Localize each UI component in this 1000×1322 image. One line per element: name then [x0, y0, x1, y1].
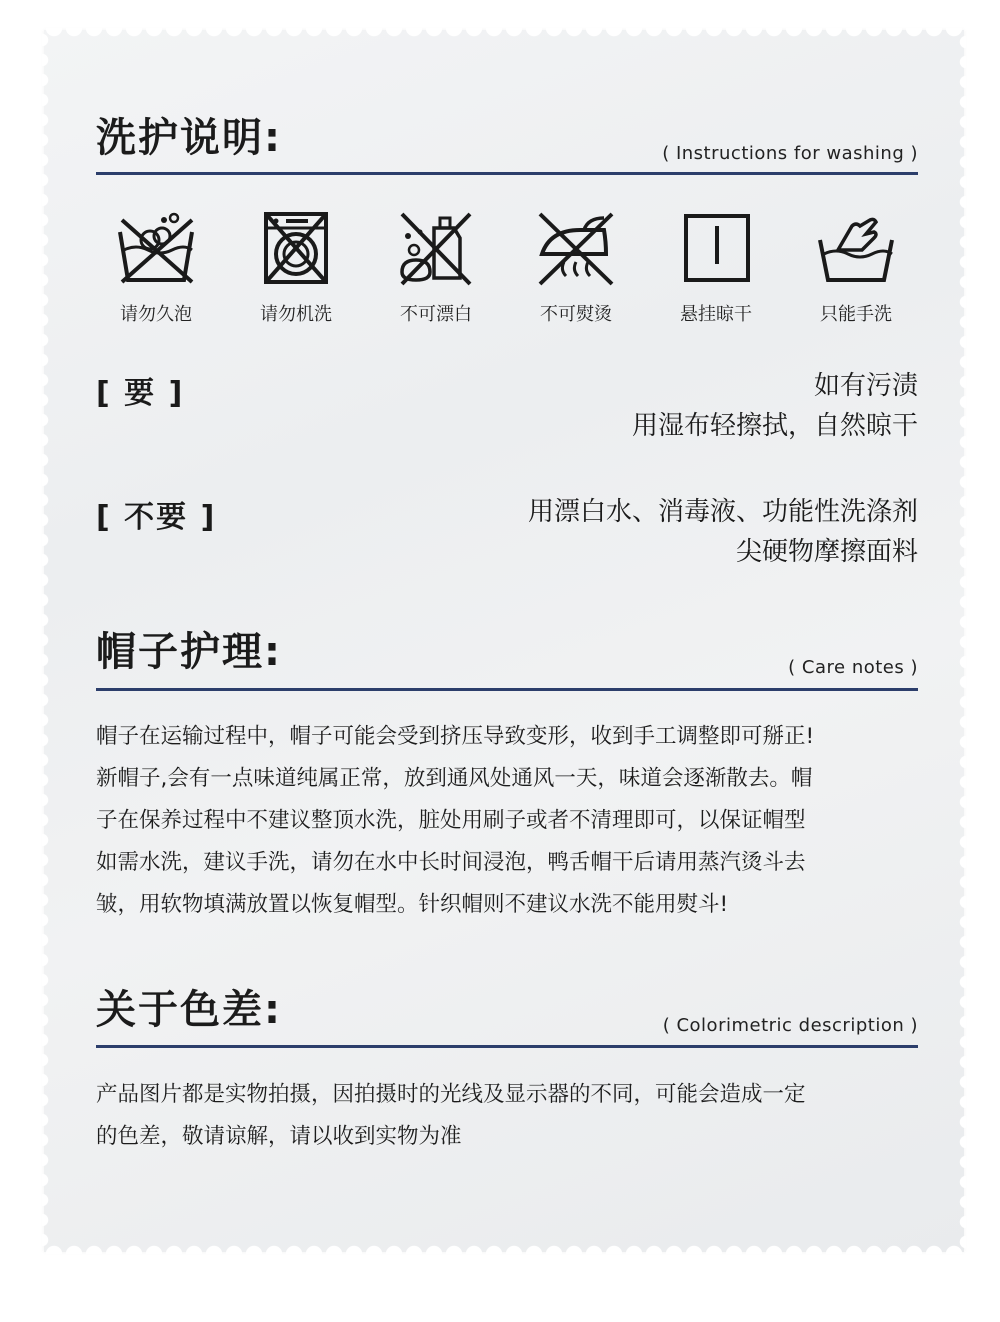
paper-edge-right [956, 30, 966, 1252]
care-icons-row [96, 210, 918, 340]
color-paragraph [96, 1074, 926, 1158]
color-line-1: 产品图片都是实物拍摄，因拍摄时的光线及显示器的不同，可能会造成一定 [96, 1082, 806, 1107]
care-icon-no-iron [516, 210, 636, 340]
care-icon-no-soak [96, 210, 216, 340]
care-icon-no-machine-wash [236, 210, 356, 340]
care-subtitle: ( Care notes ) [788, 657, 918, 678]
care-line-4: 如需水洗，建议手洗，请勿在水中长时间浸泡，鸭舌帽干后请用蒸汽烫斗去 [96, 850, 806, 875]
color-line-2: 的色差，敬请谅解，请以收到实物为准 [96, 1124, 462, 1149]
care-icon-no-bleach [376, 210, 496, 340]
care-line-2: 新帽子,会有一点味道纯属正常，放到通风处通风一天，味道会逐渐散去。帽 [96, 766, 813, 791]
icon-label-no-machine-wash: 请勿机洗 [260, 304, 332, 325]
no-soak-icon [114, 210, 198, 286]
dont-label: [ 不要 ] [96, 500, 217, 535]
care-line-5: 皱，用软物填满放置以恢复帽型。针织帽则不建议水洗不能用熨斗! [96, 892, 729, 917]
care-header [96, 620, 918, 680]
color-subtitle: ( Colorimetric description ) [662, 1015, 918, 1036]
care-icon-hang-dry [656, 210, 776, 340]
care-line-1: 帽子在运输过程中，帽子可能会受到挤压导致变形，收到手工调整即可掰正! [96, 724, 815, 749]
no-iron-icon [534, 210, 618, 286]
do-text [632, 366, 918, 446]
icon-label-hang-dry: 悬挂晾干 [680, 304, 752, 325]
icon-label-no-soak: 请勿久泡 [120, 304, 192, 325]
washing-subtitle: ( Instructions for washing ) [662, 143, 918, 164]
color-header [96, 978, 918, 1038]
paper-edge-left [42, 30, 52, 1252]
washing-header [96, 106, 918, 166]
care-title: 帽子护理: [96, 629, 282, 675]
dont-text [528, 492, 918, 572]
color-divider [96, 1045, 918, 1048]
no-bleach-icon [394, 210, 478, 286]
dont-line-2: 尖硬物摩擦面料 [735, 537, 918, 567]
washing-divider [96, 172, 918, 175]
color-title: 关于色差: [96, 987, 282, 1033]
no-machine-wash-icon [254, 210, 338, 286]
icon-label-hand-wash: 只能手洗 [820, 304, 892, 325]
care-paragraph [96, 716, 926, 926]
do-line-2: 用湿布轻擦拭，自然晾干 [631, 411, 918, 441]
hang-dry-icon [674, 210, 758, 286]
care-icon-hand-wash [796, 210, 916, 340]
dont-line-1: 用漂白水、消毒液、功能性洗涤剂 [527, 497, 918, 527]
do-label: [ 要 ] [96, 376, 185, 411]
do-line-1: 如有污渍 [813, 371, 918, 401]
icon-label-no-iron: 不可熨烫 [540, 304, 612, 325]
care-divider [96, 688, 918, 691]
care-line-3: 子在保养过程中不建议整顶水洗，脏处用刷子或者不清理即可，以保证帽型 [96, 808, 806, 833]
icon-label-no-bleach: 不可漂白 [400, 304, 472, 325]
washing-title: 洗护说明: [96, 115, 282, 161]
hand-wash-icon [814, 210, 898, 286]
